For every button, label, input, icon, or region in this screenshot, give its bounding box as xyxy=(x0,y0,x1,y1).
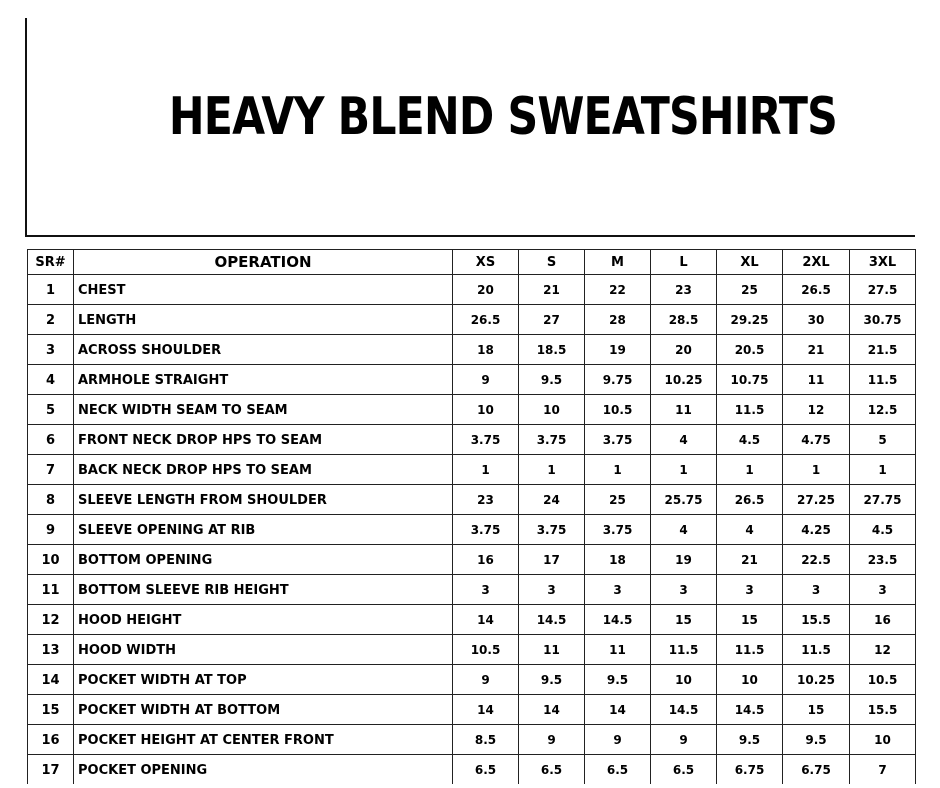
row-size-value: 15 xyxy=(651,605,717,635)
row-size-value: 26.5 xyxy=(453,305,519,335)
row-operation: BOTTOM OPENING xyxy=(74,545,453,575)
row-size-value: 10.5 xyxy=(850,665,916,695)
row-size-value: 1 xyxy=(651,455,717,485)
row-size-value: 8.5 xyxy=(453,725,519,755)
row-size-value: 26.5 xyxy=(783,275,850,305)
row-size-value: 27.25 xyxy=(783,485,850,515)
row-size-value: 9.5 xyxy=(717,725,783,755)
row-size-value: 3.75 xyxy=(453,425,519,455)
row-size-value: 9 xyxy=(519,725,585,755)
row-size-value: 14.5 xyxy=(585,605,651,635)
row-size-value: 11.5 xyxy=(850,365,916,395)
row-size-value: 1 xyxy=(717,455,783,485)
row-size-value: 9.5 xyxy=(585,665,651,695)
row-size-value: 22.5 xyxy=(783,545,850,575)
row-sr-number: 16 xyxy=(28,725,74,755)
row-operation: LENGTH xyxy=(74,305,453,335)
row-size-value: 11 xyxy=(651,395,717,425)
row-size-value: 10 xyxy=(453,395,519,425)
row-size-value: 1 xyxy=(519,455,585,485)
row-sr-number: 12 xyxy=(28,605,74,635)
row-size-value: 30 xyxy=(783,305,850,335)
row-sr-number: 6 xyxy=(28,425,74,455)
row-size-value: 9.5 xyxy=(519,665,585,695)
table-row xyxy=(28,485,916,515)
row-size-value: 9 xyxy=(585,725,651,755)
table-row xyxy=(28,575,916,605)
row-size-value: 3.75 xyxy=(453,515,519,545)
row-size-value: 21 xyxy=(519,275,585,305)
row-size-value: 3 xyxy=(453,575,519,605)
table-row xyxy=(28,275,916,305)
row-sr-number: 13 xyxy=(28,635,74,665)
table-row xyxy=(28,305,916,335)
table-row xyxy=(28,635,916,665)
row-size-value: 14 xyxy=(585,695,651,725)
row-size-value: 4.25 xyxy=(783,515,850,545)
row-size-value: 12.5 xyxy=(850,395,916,425)
row-size-value: 5 xyxy=(850,425,916,455)
row-size-value: 14.5 xyxy=(651,695,717,725)
size-spec-table xyxy=(27,249,916,784)
row-sr-number: 8 xyxy=(28,485,74,515)
row-size-value: 29.25 xyxy=(717,305,783,335)
row-size-value: 9 xyxy=(651,725,717,755)
header-size-m: M xyxy=(585,250,651,275)
row-size-value: 9 xyxy=(453,365,519,395)
row-operation: CHEST xyxy=(74,275,453,305)
row-size-value: 20 xyxy=(453,275,519,305)
row-size-value: 10 xyxy=(850,725,916,755)
row-size-value: 3 xyxy=(717,575,783,605)
row-operation: FRONT NECK DROP HPS TO SEAM xyxy=(74,425,453,455)
row-sr-number: 17 xyxy=(28,755,74,785)
row-size-value: 10 xyxy=(651,665,717,695)
row-size-value: 10.75 xyxy=(717,365,783,395)
header-sr: SR# xyxy=(28,250,74,275)
row-size-value: 18 xyxy=(585,545,651,575)
row-size-value: 25 xyxy=(585,485,651,515)
row-sr-number: 3 xyxy=(28,335,74,365)
row-size-value: 16 xyxy=(453,545,519,575)
row-size-value: 3 xyxy=(519,575,585,605)
row-size-value: 11.5 xyxy=(651,635,717,665)
row-size-value: 9.5 xyxy=(519,365,585,395)
row-size-value: 14 xyxy=(453,695,519,725)
row-size-value: 19 xyxy=(651,545,717,575)
row-size-value: 4 xyxy=(651,425,717,455)
row-operation: POCKET HEIGHT AT CENTER FRONT xyxy=(74,725,453,755)
row-size-value: 10.25 xyxy=(651,365,717,395)
row-operation: POCKET OPENING xyxy=(74,755,453,785)
row-operation: SLEEVE LENGTH FROM SHOULDER xyxy=(74,485,453,515)
row-operation: NECK WIDTH SEAM TO SEAM xyxy=(74,395,453,425)
row-size-value: 4 xyxy=(651,515,717,545)
row-size-value: 25 xyxy=(717,275,783,305)
row-sr-number: 15 xyxy=(28,695,74,725)
row-size-value: 6.5 xyxy=(585,755,651,785)
row-size-value: 4.5 xyxy=(717,425,783,455)
row-size-value: 3 xyxy=(850,575,916,605)
row-size-value: 1 xyxy=(453,455,519,485)
row-size-value: 14 xyxy=(453,605,519,635)
row-size-value: 6.75 xyxy=(717,755,783,785)
frame-left-border xyxy=(25,18,27,236)
row-size-value: 26.5 xyxy=(717,485,783,515)
row-size-value: 17 xyxy=(519,545,585,575)
row-size-value: 30.75 xyxy=(850,305,916,335)
row-size-value: 4.75 xyxy=(783,425,850,455)
table-row xyxy=(28,515,916,545)
row-size-value: 3 xyxy=(651,575,717,605)
row-operation: BOTTOM SLEEVE RIB HEIGHT xyxy=(74,575,453,605)
table-row xyxy=(28,665,916,695)
table-row xyxy=(28,425,916,455)
row-size-value: 3 xyxy=(783,575,850,605)
row-size-value: 19 xyxy=(585,335,651,365)
table-row xyxy=(28,545,916,575)
row-size-value: 3.75 xyxy=(585,425,651,455)
row-size-value: 10 xyxy=(519,395,585,425)
table-row xyxy=(28,725,916,755)
row-size-value: 11.5 xyxy=(717,635,783,665)
row-size-value: 11 xyxy=(783,365,850,395)
row-size-value: 6.75 xyxy=(783,755,850,785)
row-size-value: 14.5 xyxy=(519,605,585,635)
row-size-value: 21 xyxy=(717,545,783,575)
row-size-value: 28 xyxy=(585,305,651,335)
row-sr-number: 2 xyxy=(28,305,74,335)
row-size-value: 4 xyxy=(717,515,783,545)
row-size-value: 12 xyxy=(850,635,916,665)
table-row xyxy=(28,695,916,725)
row-size-value: 6.5 xyxy=(651,755,717,785)
row-size-value: 21 xyxy=(783,335,850,365)
row-size-value: 23 xyxy=(651,275,717,305)
row-sr-number: 7 xyxy=(28,455,74,485)
row-size-value: 18 xyxy=(453,335,519,365)
table-row xyxy=(28,335,916,365)
row-size-value: 10.5 xyxy=(585,395,651,425)
row-operation: POCKET WIDTH AT BOTTOM xyxy=(74,695,453,725)
row-size-value: 11 xyxy=(585,635,651,665)
row-size-value: 20.5 xyxy=(717,335,783,365)
row-sr-number: 5 xyxy=(28,395,74,425)
row-size-value: 28.5 xyxy=(651,305,717,335)
row-size-value: 6.5 xyxy=(519,755,585,785)
frame-bottom-border xyxy=(25,235,915,237)
row-size-value: 10.25 xyxy=(783,665,850,695)
row-size-value: 3.75 xyxy=(585,515,651,545)
row-size-value: 9.5 xyxy=(783,725,850,755)
header-size-xs: XS xyxy=(453,250,519,275)
row-operation: HOOD WIDTH xyxy=(74,635,453,665)
row-size-value: 11.5 xyxy=(717,395,783,425)
row-size-value: 14.5 xyxy=(717,695,783,725)
table-row xyxy=(28,395,916,425)
row-size-value: 1 xyxy=(783,455,850,485)
row-sr-number: 4 xyxy=(28,365,74,395)
row-size-value: 20 xyxy=(651,335,717,365)
row-size-value: 27.5 xyxy=(850,275,916,305)
row-size-value: 9 xyxy=(453,665,519,695)
row-size-value: 6.5 xyxy=(453,755,519,785)
table-row xyxy=(28,755,916,785)
row-size-value: 23.5 xyxy=(850,545,916,575)
row-sr-number: 10 xyxy=(28,545,74,575)
header-size-3xl: 3XL xyxy=(850,250,916,275)
header-size-l: L xyxy=(651,250,717,275)
row-size-value: 24 xyxy=(519,485,585,515)
row-size-value: 18.5 xyxy=(519,335,585,365)
row-size-value: 15.5 xyxy=(850,695,916,725)
row-size-value: 15 xyxy=(783,695,850,725)
row-size-value: 15 xyxy=(717,605,783,635)
row-size-value: 14 xyxy=(519,695,585,725)
header-operation: OPERATION xyxy=(74,250,453,275)
row-size-value: 27 xyxy=(519,305,585,335)
row-sr-number: 14 xyxy=(28,665,74,695)
row-operation: ARMHOLE STRAIGHT xyxy=(74,365,453,395)
row-size-value: 7 xyxy=(850,755,916,785)
row-size-value: 27.75 xyxy=(850,485,916,515)
table-header-row xyxy=(28,250,916,275)
row-operation: ACROSS SHOULDER xyxy=(74,335,453,365)
row-size-value: 10.5 xyxy=(453,635,519,665)
row-size-value: 4.5 xyxy=(850,515,916,545)
row-size-value: 11.5 xyxy=(783,635,850,665)
row-size-value: 22 xyxy=(585,275,651,305)
row-sr-number: 11 xyxy=(28,575,74,605)
table-row xyxy=(28,365,916,395)
row-size-value: 3 xyxy=(585,575,651,605)
row-size-value: 10 xyxy=(717,665,783,695)
row-size-value: 3.75 xyxy=(519,425,585,455)
row-size-value: 11 xyxy=(519,635,585,665)
row-size-value: 16 xyxy=(850,605,916,635)
row-size-value: 9.75 xyxy=(585,365,651,395)
row-size-value: 25.75 xyxy=(651,485,717,515)
row-operation: POCKET WIDTH AT TOP xyxy=(74,665,453,695)
row-size-value: 12 xyxy=(783,395,850,425)
row-size-value: 15.5 xyxy=(783,605,850,635)
row-size-value: 21.5 xyxy=(850,335,916,365)
header-size-2xl: 2XL xyxy=(783,250,850,275)
row-size-value: 1 xyxy=(850,455,916,485)
row-sr-number: 9 xyxy=(28,515,74,545)
table-row xyxy=(28,605,916,635)
row-operation: BACK NECK DROP HPS TO SEAM xyxy=(74,455,453,485)
row-size-value: 1 xyxy=(585,455,651,485)
row-operation: HOOD HEIGHT xyxy=(74,605,453,635)
row-size-value: 23 xyxy=(453,485,519,515)
page-title: HEAVY BLEND SWEATSHIRTS xyxy=(168,87,838,147)
row-operation: SLEEVE OPENING AT RIB xyxy=(74,515,453,545)
header-size-xl: XL xyxy=(717,250,783,275)
table-row xyxy=(28,455,916,485)
header-size-s: S xyxy=(519,250,585,275)
row-sr-number: 1 xyxy=(28,275,74,305)
row-size-value: 3.75 xyxy=(519,515,585,545)
